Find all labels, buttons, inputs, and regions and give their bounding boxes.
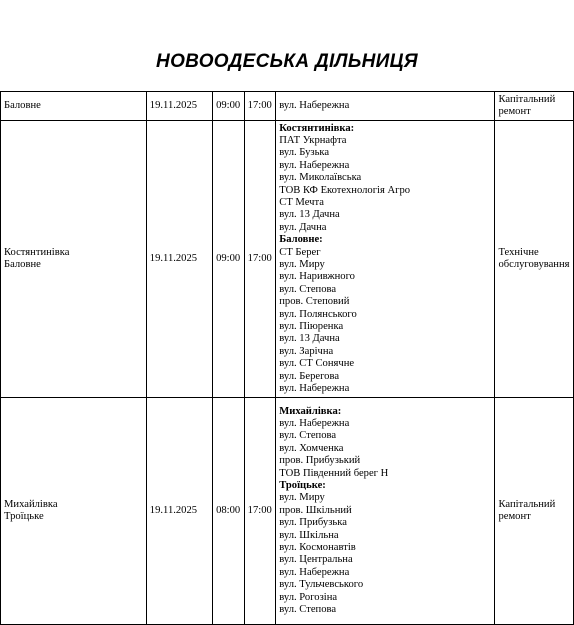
- villages-cell: [1, 398, 147, 625]
- address-line: пров. Степовий: [279, 296, 350, 308]
- page-title: НОВООДЕСЬКА ДІЛЬНИЦЯ: [156, 51, 418, 72]
- date-cell: 19.11.2025: [146, 121, 212, 398]
- start-time-cell: 08:00: [213, 398, 245, 625]
- table-row: [1, 398, 574, 625]
- end-time-cell: 17:00: [244, 92, 276, 121]
- address-line: вул. Шкільна: [279, 529, 339, 541]
- address-line: вул. Степова: [279, 430, 337, 442]
- address-line: вул. Степова: [279, 604, 337, 616]
- address-line: вул. Набережна: [279, 99, 350, 111]
- address-line: вул. Космонавтів: [279, 542, 356, 554]
- start-time-cell: 09:00: [213, 92, 245, 121]
- address-line: вул. Тульчевського: [279, 579, 364, 591]
- address-line: вул. Набережна: [279, 566, 350, 578]
- outage-schedule-table: [0, 91, 574, 625]
- work-type-line: обслуговування: [498, 259, 570, 270]
- village-name: Баловне: [4, 99, 41, 111]
- address-line: вул. Полянського: [279, 308, 357, 320]
- work-type-cell: [495, 398, 574, 625]
- address-line: вул. Набережна: [279, 159, 350, 171]
- settlement-heading: Троїцьке:: [279, 479, 326, 491]
- work-type-line: ремонт: [498, 106, 531, 117]
- end-time-cell: 17:00: [244, 398, 276, 625]
- address-line: пров. Шкільний: [279, 504, 352, 516]
- address-line: пров. Прибузький: [279, 455, 361, 467]
- address-line: вул. Центральна: [279, 554, 353, 566]
- address-line: вул. 13 Дачна: [279, 333, 340, 345]
- address-line: вул. Степова: [279, 283, 337, 295]
- settlement-heading: Михайлівка:: [279, 405, 342, 417]
- address-line: вул. Миколаївська: [279, 172, 362, 184]
- start-time-cell: 09:00: [213, 121, 245, 398]
- work-type-line: Капітальний: [498, 498, 556, 510]
- address-line: вул. Миру: [279, 492, 325, 504]
- date-cell: 19.11.2025: [146, 398, 212, 625]
- work-type-cell: [495, 121, 574, 398]
- address-line: ТОВ Південний берег Н: [279, 467, 389, 479]
- address-line: ПАТ Укрнафта: [279, 134, 347, 146]
- village-name: Михайлівка: [4, 498, 58, 510]
- address-line: СТ Мечта: [279, 196, 324, 208]
- address-line: СТ Берег: [279, 246, 321, 258]
- address-line: вул. 13 Дачна: [279, 209, 340, 221]
- address-line: вул. Бузька: [279, 147, 330, 159]
- village-name: Костянтинівка: [4, 246, 70, 258]
- work-type-line: Технічне: [498, 246, 539, 258]
- village-name: Баловне: [4, 259, 41, 270]
- address-line: вул. Зарічна: [279, 345, 334, 357]
- address-line: вул. Набережна: [279, 383, 350, 395]
- address-line: вул. Наривжного: [279, 271, 355, 283]
- table-row: [1, 121, 574, 398]
- address-line: вул. Берегова: [279, 370, 340, 382]
- addresses-cell: [276, 398, 495, 625]
- addresses-cell: [276, 121, 495, 398]
- address-line: вул. Хомченка: [279, 442, 344, 454]
- villages-cell: [1, 92, 147, 121]
- village-name: Троїцьке: [4, 511, 44, 522]
- date-cell: 19.11.2025: [146, 92, 212, 121]
- settlement-heading: Баловне:: [279, 234, 323, 246]
- work-type-line: ремонт: [498, 511, 531, 522]
- villages-cell: [1, 121, 147, 398]
- address-line: вул. Миру: [279, 259, 325, 270]
- addresses-cell: [276, 92, 495, 121]
- table-row: [1, 92, 574, 121]
- work-type-cell: [495, 92, 574, 121]
- address-line: вул. Рогозіна: [279, 591, 338, 603]
- address-line: вул. Піюренка: [279, 321, 344, 333]
- settlement-heading: Костянтинівка:: [279, 122, 355, 134]
- address-line: ТОВ КФ Екотехнологія Агро: [279, 184, 411, 196]
- work-type-line: Капітальний: [498, 93, 556, 105]
- address-line: вул. СТ Сонячне: [279, 358, 355, 370]
- address-line: вул. Дачна: [279, 221, 327, 233]
- end-time-cell: 17:00: [244, 121, 276, 398]
- address-line: вул. Набережна: [279, 417, 350, 429]
- address-line: вул. Прибузька: [279, 517, 347, 529]
